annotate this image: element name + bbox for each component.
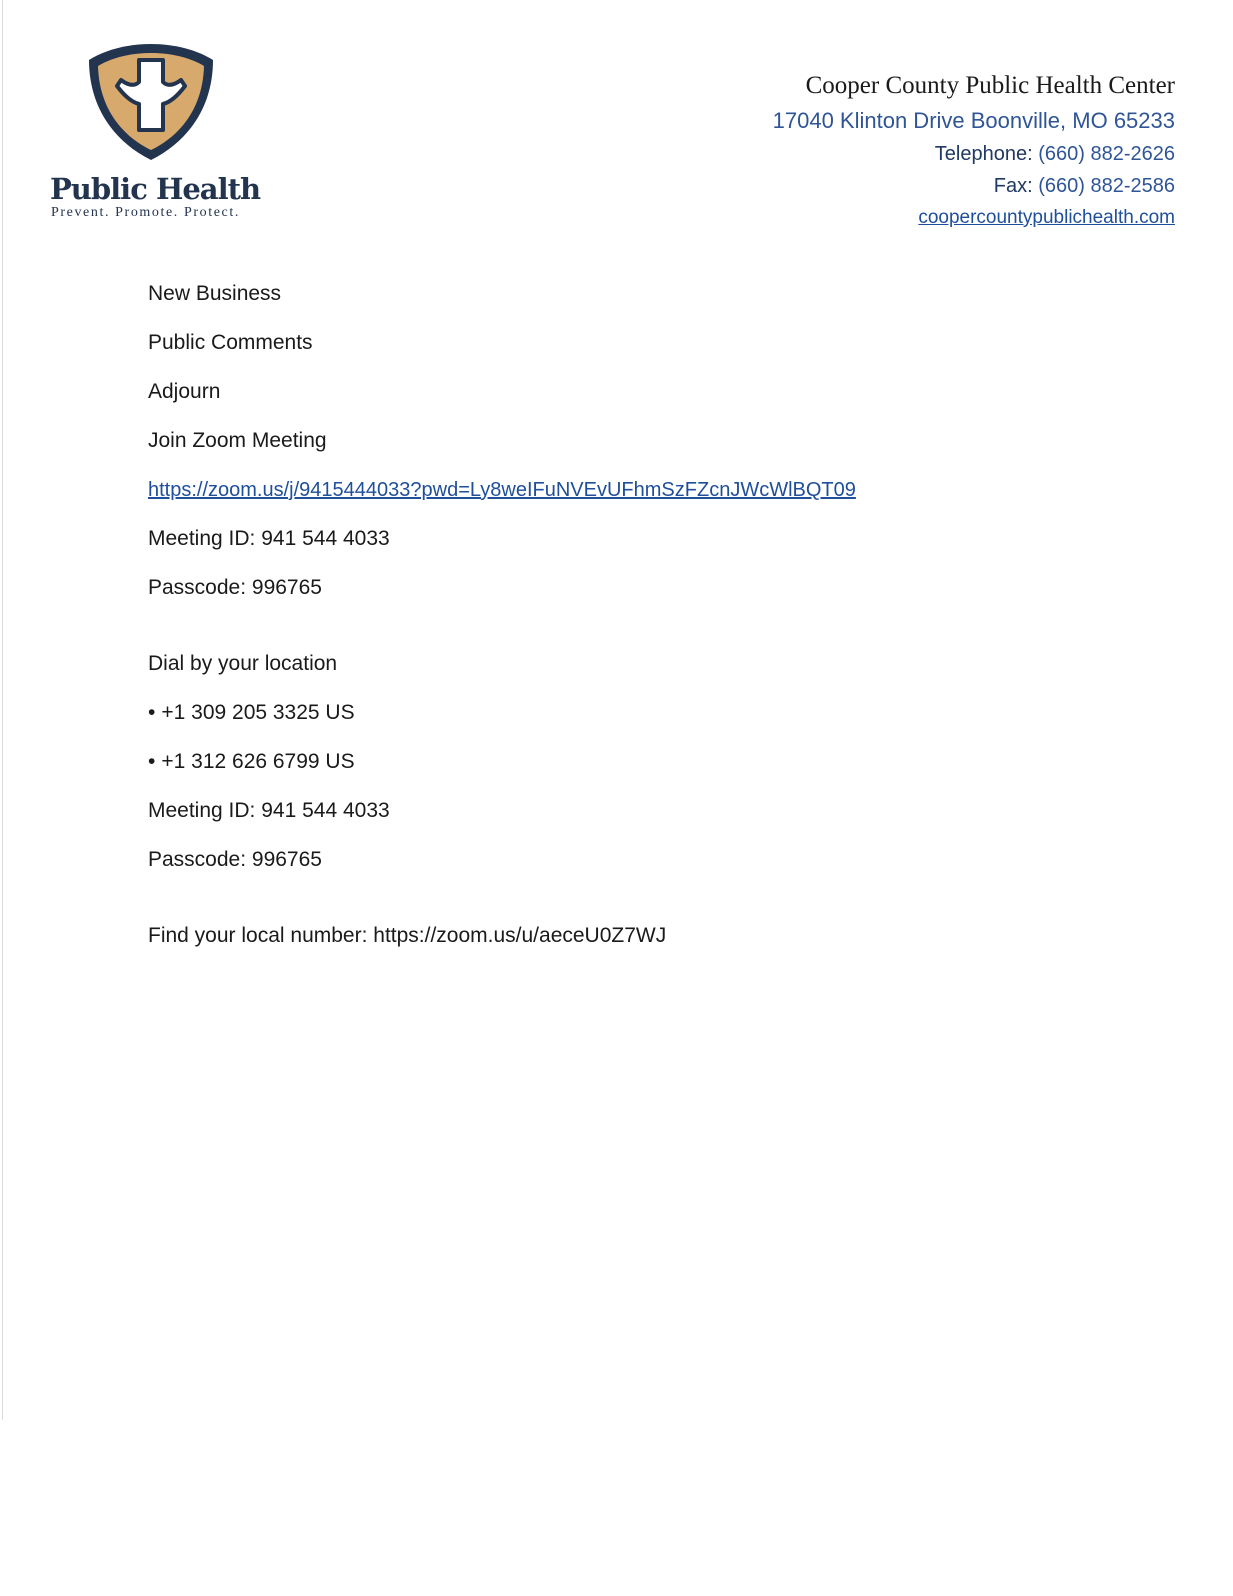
logo-wordmark: Public Health <box>50 172 261 206</box>
organization-address: 17040 Klinton Drive Boonville, MO 65233 <box>772 108 1175 133</box>
bullet-icon: • <box>148 750 156 773</box>
agenda-item-public-comments: Public Comments <box>148 331 313 354</box>
organization-name: Cooper County Public Health Center <box>805 72 1175 99</box>
dial-by-location-heading: Dial by your location <box>148 652 338 675</box>
agenda-item-adjourn: Adjourn <box>148 380 221 403</box>
page-edge <box>2 0 3 1420</box>
logo-tagline: Prevent. Promote. Protect. <box>51 205 240 220</box>
agenda-item-new-business: New Business <box>148 282 282 305</box>
shield-cross-icon <box>87 42 215 162</box>
meeting-id: Meeting ID: 941 544 4033 <box>148 527 390 550</box>
find-local-number: Find your local number: https://zoom.us/u/aeceU0Z7WJ <box>148 924 667 947</box>
zoom-meeting-link[interactable]: https://zoom.us/j/9415444033?pwd=Ly8weIFuNVEvUFhmSzFZcnJWcWlBQT09 <box>148 479 856 501</box>
dial-number-item <box>148 748 1148 776</box>
public-health-logo <box>50 42 260 222</box>
bullet-icon: • <box>148 701 156 724</box>
dial-number: +1 309 205 3325 US <box>161 701 355 724</box>
letterhead <box>773 72 1175 229</box>
join-zoom-label: Join Zoom Meeting <box>148 429 327 452</box>
passcode-dial: Passcode: 996765 <box>148 848 322 871</box>
fax-line <box>773 175 1175 198</box>
website-link[interactable]: coopercountypublichealth.com <box>918 207 1175 228</box>
dial-number-item <box>148 699 1148 727</box>
passcode: Passcode: 996765 <box>148 576 322 599</box>
meeting-id-dial: Meeting ID: 941 544 4033 <box>148 799 390 822</box>
telephone-line <box>773 143 1175 166</box>
telephone-number: (660) 882-2626 <box>1038 143 1175 165</box>
fax-number: (660) 882-2586 <box>1038 175 1175 197</box>
telephone-label: Telephone: <box>934 143 1033 165</box>
document-body <box>148 280 1148 971</box>
zoom-link-line <box>148 476 1148 504</box>
fax-label: Fax: <box>993 175 1033 197</box>
dial-number: +1 312 626 6799 US <box>161 750 355 773</box>
